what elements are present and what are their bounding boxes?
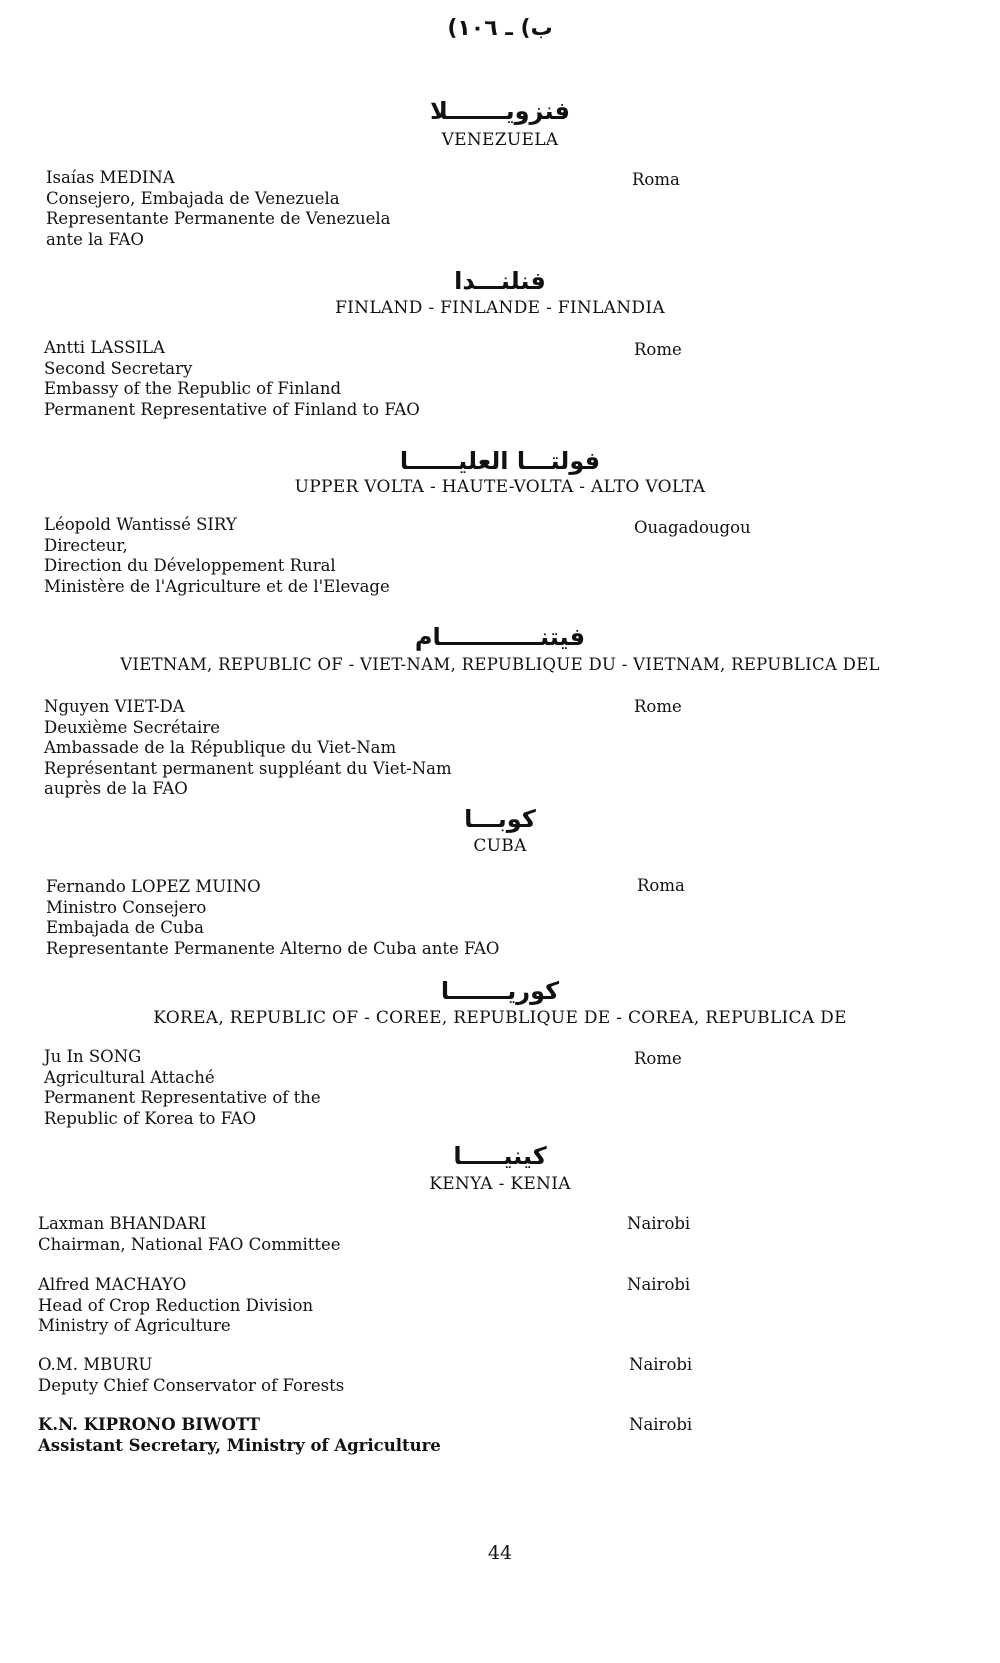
delegate-name: O.M. MBURU [38,1355,153,1374]
delegate-title-line: Representante Permanente Alterno de Cuba ante FAO [46,938,500,958]
section-country-title: CUBA [473,836,527,856]
delegate-name: Léopold Wantissé SIRY [44,515,237,534]
delegate-location: Nairobi [627,1214,691,1233]
section-arabic-title: فولتـــا العليــــــا [399,447,601,475]
delegate-title-line: Représentant permanent suppléant du Viet-Nam [44,758,452,778]
delegate-title-line: Directeur, [44,535,128,555]
section-arabic-title: كينيـــــا [453,1142,547,1170]
delegate-location: Nairobi [629,1355,693,1374]
section-country-title: UPPER VOLTA - HAUTE-VOLTA - ALTO VOLTA [294,477,706,497]
delegate-entry [44,697,452,800]
delegate-title-line: Permanent Representative of Finland to FAO [44,399,420,419]
delegate-title-line: Representante Permanente de Venezuela [46,209,391,228]
section-country-title: FINLAND - FINLANDE - FINLANDIA [335,298,665,318]
section-country-title: VIETNAM, REPUBLIC OF - VIET-NAM, REPUBLIQUE DU - VIETNAM, REPUBLICA DEL [120,655,880,674]
section-country-title: VENEZUELA [441,130,559,150]
page-reference: ب) ـ ١٠٦) [447,16,553,41]
delegate-location: Roma [637,876,685,895]
delegate-title-line: Ministère de l'Agriculture et de l'Elevage [44,576,390,596]
delegate-name: K.N. KIPRONO BIWOTT [38,1415,260,1434]
delegate-location: Rome [634,1049,682,1068]
section-arabic-title: كوريـــــــا [440,977,560,1005]
delegate-title-line: Embajada de Cuba [46,918,204,937]
delegate-title-line: Ministro Consejero [46,897,207,917]
delegate-title-line: Chairman, National FAO Committee [38,1234,341,1254]
delegate-title-line: Permanent Representative of the [44,1088,321,1107]
delegate-title-line: Deputy Chief Conservator of Forests [38,1375,345,1395]
delegate-entry [44,338,420,420]
delegate-title-line: ante la FAO [46,229,144,249]
delegate-name: Isaías MEDINA [46,168,175,187]
delegate-title-line: Deuxième Secrétaire [44,717,220,737]
delegate-name: Laxman BHANDARI [38,1214,207,1233]
delegate-location: Nairobi [629,1415,693,1434]
delegate-location: Rome [634,697,682,716]
delegate-location: Ouagadougou [634,518,751,537]
delegate-name: Fernando LOPEZ MUINO [46,877,261,896]
delegate-entry [38,1355,344,1396]
section-country-title: KOREA, REPUBLIC OF - COREE, REPUBLIQUE DE - COREA, REPUBLICA DE [153,1008,847,1028]
delegate-entry [44,1047,321,1129]
delegate-entry [46,168,390,250]
delegate-title-line: Consejero, Embajada de Venezuela [46,188,340,208]
section-arabic-title: فنزويـــــــلا [429,97,570,125]
section-arabic-title: كوبـــا [464,805,536,833]
delegate-entry [38,1214,341,1255]
section-country-title: KENYA - KENIA [429,1174,571,1194]
delegate-location: Rome [634,340,682,359]
delegate-title-line: auprès de la FAO [44,779,188,798]
delegate-title-line: Agricultural Attaché [44,1067,215,1087]
delegate-entry [38,1275,313,1337]
delegate-title-line: Ambassade de la République du Viet-Nam [44,738,397,757]
delegate-entry [44,515,390,597]
page-number: 44 [487,1542,513,1564]
delegate-entry [38,1415,441,1456]
delegate-name: Nguyen VIET-DA [44,697,185,716]
section-arabic-title: فيتنــــــــــــام [414,623,586,651]
delegate-location: Nairobi [627,1275,691,1294]
delegate-name: Antti LASSILA [44,338,165,357]
delegate-title-line: Second Secretary [44,358,193,378]
delegate-title-line: Embassy of the Republic of Finland [44,379,342,398]
delegate-name: Alfred MACHAYO [38,1275,187,1294]
delegate-title-line: Direction du Développement Rural [44,556,336,575]
delegate-entry [46,877,499,959]
delegate-title-line: Head of Crop Reduction Division [38,1295,314,1315]
delegate-location: Roma [632,170,680,189]
delegate-title-line: Assistant Secretary, Ministry of Agriculture [38,1435,441,1455]
delegate-title-line: Republic of Korea to FAO [44,1108,257,1128]
delegate-title-line: Ministry of Agriculture [38,1316,231,1335]
delegate-name: Ju In SONG [44,1047,142,1066]
section-arabic-title: فنلنـــدا [454,267,546,295]
